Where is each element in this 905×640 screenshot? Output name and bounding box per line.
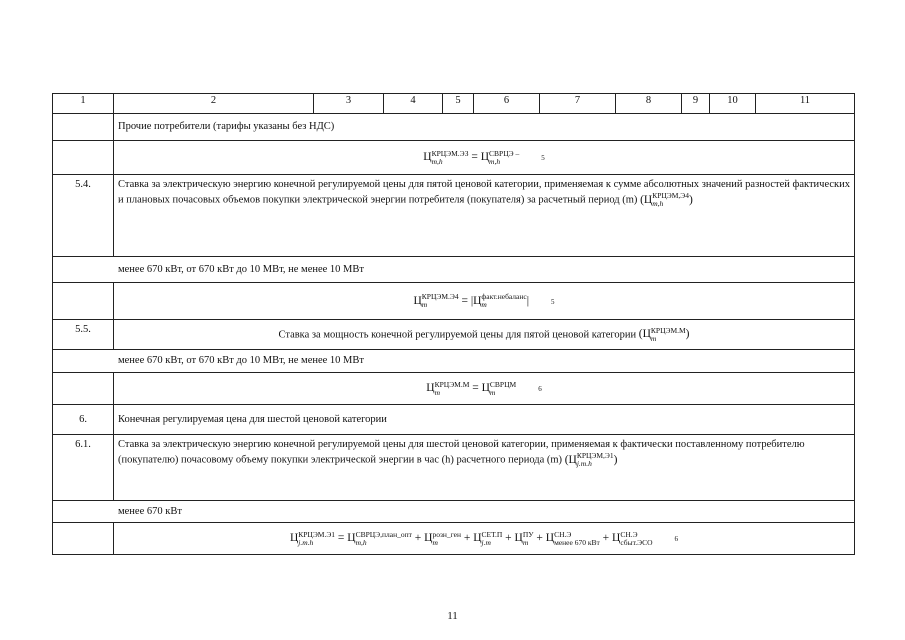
row-number: 6. <box>53 405 114 435</box>
row-text: менее 670 кВт, от 670 кВт до 10 МВт, не менее 10 МВт <box>53 350 855 373</box>
table-row <box>53 283 855 320</box>
formula: (Ц КРЦЭМ.М m ) <box>638 325 690 343</box>
table-row <box>53 114 855 141</box>
table-row <box>53 141 855 175</box>
table-row <box>53 501 855 523</box>
formula: Ц КРЦЭМ.М m = Ц СВРЦМ m <box>426 379 517 397</box>
formula-cell <box>114 141 855 175</box>
formula-cell <box>114 373 855 405</box>
header-cell: 8 <box>616 94 682 114</box>
formula-cell <box>114 283 855 320</box>
formula-cell <box>114 523 855 555</box>
row-text: Ставка за мощность конечной регулируемой цены для пятой ценовой категории <box>278 329 637 341</box>
formula: Ц КРЦЭМ.ЭЗ m,h = Ц СВРЦЭ – m,h <box>423 148 520 166</box>
table-row <box>53 175 855 257</box>
row-text: Ставка за электрическую энергию конечной регулируемой цены для шестой ценовой категории, применяемая к фактически поставленному потребителю (покупателю) почасовому объему покупки электрической энергии в час (h) расчетного периода (m) <box>118 439 805 466</box>
header-cell: 3 <box>314 94 384 114</box>
header-cell: 7 <box>540 94 616 114</box>
row-text-cell <box>114 435 855 501</box>
header-cell: 6 <box>474 94 540 114</box>
formula: (Ц КРЦЭМ,Э4 m,h ) <box>640 191 693 208</box>
table-row <box>53 320 855 350</box>
formula-note: 5 <box>551 297 555 306</box>
formula: Ц КРЦЭМ.Э1 j.m.h = Ц СВРЦЭ,план_опт m,h + Ц розн_ген m + Ц СЕТ.П j.m + Ц ПУ m + Ц СН.Э менее 670 кВт + Ц СН.Э сбыт.ЭСО <box>289 529 653 547</box>
row-text: менее 670 кВт <box>53 501 855 523</box>
header-cell: 10 <box>710 94 756 114</box>
row-text: Конечная регулируемая цена для шестой ценовой категории <box>114 405 855 435</box>
header-cell: 4 <box>384 94 443 114</box>
page-number: 11 <box>447 610 458 622</box>
header-row <box>53 94 855 114</box>
header-cell: 9 <box>682 94 710 114</box>
header-cell: 11 <box>756 94 855 114</box>
formula-note: 6 <box>538 385 542 394</box>
formula: (Ц КРЦЭМ,Э1 j.m.h ) <box>564 451 618 468</box>
table-row <box>53 405 855 435</box>
header-cell: 1 <box>53 94 114 114</box>
formula-note: 5 <box>541 154 545 163</box>
header-cell: 2 <box>114 94 314 114</box>
table-row <box>53 523 855 555</box>
row-text: Ставка за электрическую энергию конечной регулируемой цены для пятой ценовой категории, применяемая к сумме абсолютных значений разностей фактических и плановых почасовых объемов покупки электрической энергии потребителя (покупателя) за расчетный период (m) <box>118 179 850 206</box>
header-cell: 5 <box>443 94 474 114</box>
formula: Ц КРЦЭМ.Э4 m = |Ц факт.небаланс m | <box>413 292 530 309</box>
row-number: 5.5. <box>53 320 114 350</box>
tariff-table <box>52 93 855 555</box>
row-text-cell <box>114 320 855 350</box>
table-row <box>53 373 855 405</box>
row-text: менее 670 кВт, от 670 кВт до 10 МВт, не менее 10 МВт <box>53 257 855 283</box>
row-number: 5.4. <box>53 175 114 257</box>
row-text-cell <box>114 175 855 257</box>
table-row <box>53 257 855 283</box>
row-number: 6.1. <box>53 435 114 501</box>
table-row <box>53 435 855 501</box>
row-text: Прочие потребители (тарифы указаны без НДС) <box>114 114 855 141</box>
table-row <box>53 350 855 373</box>
formula-note: 6 <box>674 535 679 544</box>
